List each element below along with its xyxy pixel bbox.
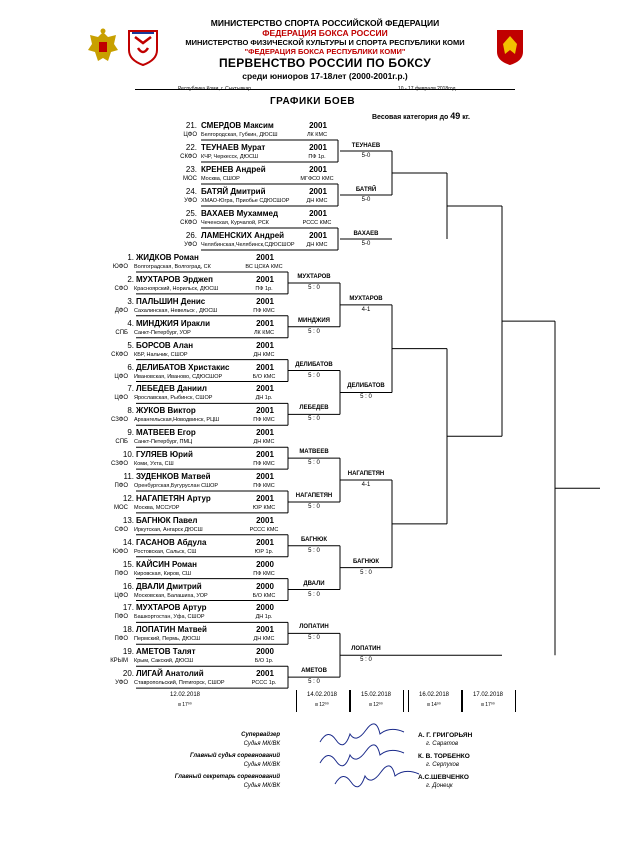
boxer-name: ЖИДКОВ Роман — [136, 253, 199, 262]
boxer-number: 2. — [127, 274, 134, 284]
bout-winner: МАТВЕЕВ — [299, 449, 329, 456]
boxer-number: 25. — [185, 209, 197, 218]
boxer-year: 2001 — [256, 384, 274, 394]
boxer-club: Москва, СШОР — [201, 176, 240, 182]
boxer-region: УФО — [184, 242, 197, 248]
official-city: г. Серпухов — [426, 762, 460, 768]
boxer-name: ЖУКОВ Виктор — [136, 406, 196, 416]
boxer-name: ЛОПАТИН Матвей — [136, 625, 207, 635]
boxer-year: 2001 — [309, 121, 327, 130]
boxer-region: ДФО — [114, 307, 128, 314]
bout-winner: БАТЯЙ — [355, 187, 377, 193]
boxer-rank: ПФ 1р. — [255, 285, 273, 292]
boxer-rank: ДН КМС — [253, 636, 275, 643]
boxer-rank: ПФ КМС — [253, 483, 275, 489]
boxer-rank: ДН 1р. — [255, 614, 273, 621]
boxer-rank: ДН КМС — [253, 351, 275, 358]
boxer-region: ПФО — [114, 570, 128, 577]
boxer-region: ЦФО — [114, 395, 128, 402]
bout-score: 5 : 0 — [308, 635, 320, 642]
boxer-region: СПБ — [115, 439, 128, 446]
boxer-number: 3. — [127, 296, 134, 306]
age-category: среди юниоров 17-18лет (2000-2001г.р.) — [242, 71, 408, 81]
boxer-club: Санкт-Петербург, УОР — [134, 329, 191, 336]
boxer-region: МОС — [114, 504, 128, 511]
boxer-region: СЗФО — [110, 461, 128, 468]
boxer-year: 2001 — [256, 515, 274, 525]
boxer-number: 11. — [123, 472, 134, 481]
event-dates: 10 - 17 февраля 2018год — [398, 86, 456, 92]
boxer-year: 2001 — [309, 209, 327, 218]
boxer-name: МУХТАРОВ Эрджеп — [136, 274, 213, 284]
boxer-year: 2000 — [256, 581, 274, 591]
boxer-year: 2001 — [309, 231, 327, 240]
schedule-time: в 12⁰⁰ — [369, 702, 383, 708]
boxer-club: Кировская, Киров, СШ — [134, 570, 192, 577]
boxer-region: СКФО — [180, 220, 197, 226]
boxer-year: 2001 — [309, 143, 327, 152]
boxer-region: ЮФО — [112, 264, 128, 270]
boxer-year: 2001 — [256, 669, 274, 679]
bout-winner: ТЕУНАЕВ — [351, 143, 381, 149]
boxer-club: Челябинская,Челябинск,СДЮСШОР — [201, 242, 295, 248]
signature — [320, 724, 404, 745]
boxer-region: СЗФО — [110, 417, 128, 424]
boxer-year: 2001 — [309, 165, 327, 174]
boxer-year: 2001 — [256, 340, 274, 350]
schedule-date: 16.02.2018 — [418, 692, 450, 698]
boxer-region: ПФО — [114, 614, 128, 621]
boxer-year: 2001 — [256, 537, 274, 547]
boxer-club: КЧР, Черкесск, ДЮСШ — [201, 154, 259, 160]
boxer-name: КРЕНЕВ Андрей — [201, 165, 266, 174]
bout-score: 4-1 — [361, 482, 371, 489]
bout-score: 5 : 0 — [308, 460, 320, 467]
boxer-club: Оренбургская,Бугуруслан СШОР — [134, 483, 219, 489]
boxer-name: ЗУДЕНКОВ Матвей — [136, 472, 211, 481]
boxer-year: 2001 — [256, 406, 274, 416]
boxer-year: 2001 — [256, 253, 274, 262]
boxer-club: ХМАО-Югра, Приобье СДЮСШОР — [201, 198, 290, 204]
bout-winner: ДЕЛИБАТОВ — [295, 361, 333, 368]
boxer-rank: РССС КМС — [302, 220, 332, 226]
boxer-region: УФО — [115, 680, 128, 687]
boxer-club: Архангельская,Новодвинск, РЦШ — [134, 417, 220, 424]
boxer-rank: Б/О КМС — [252, 373, 276, 380]
bout-score: 5 : 0 — [360, 657, 372, 664]
boxer-name: БОРСОВ Алан — [136, 340, 194, 350]
boxer-name: ГУЛЯЕВ Юрий — [136, 450, 193, 460]
schedule-date: 15.02.2018 — [360, 692, 392, 698]
bout-winner: ВАХАЕВ — [353, 231, 379, 237]
boxer-number: 12. — [122, 493, 134, 503]
boxer-rank: ВС ЦСКА КМС — [245, 264, 283, 270]
boxer-year: 2001 — [256, 428, 274, 438]
boxer-year: 2001 — [256, 362, 274, 372]
boxer-club: Ярославская, Рыбинск, СШОР — [134, 395, 213, 402]
bout-winner: АМЕТОВ — [301, 668, 327, 675]
boxer-rank: ДН КМС — [253, 439, 275, 446]
boxer-name: ЛЕБЕДЕВ Даниил — [136, 384, 207, 394]
boxer-name: ЛАМЕНСКИХ Андрей — [201, 231, 285, 240]
schedule-date: 14.02.2018 — [306, 692, 338, 698]
boxer-name: МИНДЖИЯ Иракли — [136, 318, 211, 328]
boxer-region: ПФО — [114, 483, 128, 489]
bout-winner: НАГАПЕТЯН — [347, 471, 385, 478]
boxer-number: 18. — [122, 625, 134, 635]
bout-winner: МИНДЖИЯ — [298, 317, 330, 324]
boxer-rank: ДН КМС — [306, 242, 328, 248]
bout-winner: МУХТАРОВ — [297, 273, 331, 280]
bout-winner: ЛОПАТИН — [351, 646, 381, 653]
boxer-region: СКФО — [180, 154, 197, 160]
bout-score: 5 : 0 — [308, 416, 320, 423]
komi-federation-title: "ФЕДЕРАЦИЯ БОКСА РЕСПУБЛИКИ КОМИ" — [244, 47, 406, 56]
boxer-number: 5. — [127, 340, 134, 350]
boxer-rank: Б/О 1р. — [254, 658, 274, 665]
boxer-name: ВАХАЕВ Мухаммед — [201, 209, 279, 218]
official-grade: Судья МК/ВК — [243, 741, 280, 747]
boxer-region: СФО — [114, 526, 128, 533]
boxer-club: Белгородская, Губкин, ДЮСШ — [201, 132, 278, 138]
boxer-region: КРЫМ — [110, 658, 128, 665]
boxer-year: 2001 — [256, 274, 274, 284]
official-city: г. Донецк — [426, 783, 453, 789]
boxer-number: 13. — [122, 515, 134, 525]
official-grade: Судья МК/ВК — [243, 762, 280, 768]
official-name: А. Г. ГРИГОРЬЯН — [418, 732, 473, 739]
boxer-name: ГАСАНОВ Абдула — [136, 537, 207, 547]
komi-ministry-title: МИНИСТЕРСТВО ФИЗИЧЕСКОЙ КУЛЬТУРЫ И СПОРТА РЕСПУБЛИКИ КОМИ — [185, 38, 465, 47]
bout-score: 5 : 0 — [360, 569, 372, 576]
championship-title: ПЕРВЕНСТВО РОССИИ ПО БОКСУ — [219, 56, 431, 70]
boxer-club: Ставропольский, Пятигорск, СШОР — [134, 680, 225, 687]
boxer-rank: ПФ КМС — [253, 570, 275, 577]
boxer-name: БАТЯЙ Дмитрий — [201, 187, 266, 196]
boxer-number: 6. — [127, 362, 134, 372]
boxer-club: Волгоградская, Волгоград, СК — [134, 264, 211, 270]
boxer-club: Башкортостан, Уфа, СШОР — [134, 614, 205, 621]
boxer-rank: ПФ КМС — [253, 417, 275, 424]
page-title: ГРАФИКИ БОЕВ — [270, 96, 356, 107]
boxer-name: МУХТАРОВ Артур — [136, 603, 207, 613]
boxer-number: 17. — [122, 603, 134, 613]
official-role: Супервайзер — [241, 732, 280, 738]
boxer-club: Чеченская, Курчалой, РСК — [201, 220, 269, 226]
bout-score: 5 : 0 — [308, 503, 320, 510]
boxer-region: ПФО — [114, 636, 128, 643]
location: Республика Коми, г. Сыктывкар — [178, 86, 252, 92]
federation-title: ФЕДЕРАЦИЯ БОКСА РОССИИ — [262, 28, 388, 38]
boxer-name: ДВАЛИ Дмитрий — [136, 581, 202, 591]
schedule-time: в 17⁰⁰ — [481, 702, 495, 708]
schedule-date: 17.02.2018 — [472, 692, 504, 698]
bout-score: 5 : 0 — [308, 372, 320, 379]
bout-winner: БАГНЮК — [352, 558, 379, 565]
boxer-name: ПАЛЬШИН Денис — [136, 296, 206, 306]
weight-unit: кг. — [462, 114, 470, 121]
boxer-club: Санкт-Петербург, ПМЦ — [134, 439, 193, 446]
boxer-year: 2001 — [256, 450, 274, 460]
boxer-region: УФО — [184, 198, 197, 204]
boxer-region: СКФО — [111, 351, 128, 358]
official-city: г. Саратов — [426, 741, 459, 747]
boxer-club: Пермский, Пермь, ДЮСШ — [134, 636, 201, 643]
schedule-slot — [160, 690, 212, 712]
boxer-name: ЛИГАЙ Анатолий — [136, 669, 204, 679]
boxer-region: ЦФО — [114, 592, 128, 599]
boxer-year: 2001 — [256, 296, 274, 306]
boxer-name: АМЕТОВ Талят — [136, 647, 196, 657]
boxer-region: МОС — [183, 176, 197, 182]
schedule-date: 12.02.2018 — [169, 692, 201, 698]
boxer-rank: ДН 1р. — [255, 395, 273, 402]
boxer-club: Иркутская, Ангарск ДЮСШ — [134, 526, 203, 533]
bout-winner: ДВАЛИ — [303, 580, 325, 587]
bout-winner: МУХТАРОВ — [349, 295, 383, 302]
boxer-number: 9. — [127, 428, 134, 438]
boxer-number: 21. — [185, 121, 197, 130]
schedule-time: в 17⁰⁰ — [178, 702, 192, 708]
boxer-club: Крым, Сакский, ДЮСШ — [134, 658, 194, 665]
boxer-club: КБР, Нальчик, СШОР — [134, 351, 188, 358]
boxer-club: Ростовская, Сальск, СШ — [134, 548, 197, 555]
weight-value: 49 — [450, 111, 461, 121]
bout-winner: НАГАПЕТЯН — [295, 492, 333, 499]
boxer-rank: ЮР 1р. — [254, 548, 274, 555]
boxer-name: ТЕУНАЕВ Мурат — [201, 143, 266, 152]
boxer-rank: ПФ КМС — [253, 461, 275, 468]
boxer-number: 7. — [127, 384, 134, 394]
schedule-slot — [462, 690, 516, 712]
official-role: Главный секретарь соревнований — [174, 774, 280, 780]
boxer-name: МАТВЕЕВ Егор — [136, 428, 196, 438]
bout-score: 5 : 0 — [360, 394, 372, 401]
ministry-title: МИНИСТЕРСТВО СПОРТА РОССИЙСКОЙ ФЕДЕРАЦИИ — [210, 18, 440, 28]
boxer-rank: ПФ КМС — [253, 307, 275, 314]
boxer-rank: РССС КМС — [249, 526, 279, 533]
boxer-club: Красноярский, Норильск, ДЮСШ — [134, 285, 219, 292]
bout-score: 5-0 — [361, 241, 371, 247]
boxer-rank: Б/О КМС — [252, 592, 276, 599]
bout-score: 5-0 — [361, 197, 371, 203]
boxer-number: 24. — [185, 187, 197, 196]
boxer-number: 19. — [122, 647, 134, 657]
official-grade: Судья МК/ВК — [243, 783, 280, 789]
bout-score: 5 : 0 — [308, 591, 320, 598]
official-role: Главный судья соревнований — [189, 753, 280, 759]
bout-score: 5 : 0 — [308, 679, 320, 686]
boxer-club: Московская, Балашиха, УОР — [134, 592, 208, 599]
bout-winner: ЛЕБЕДЕВ — [299, 405, 329, 412]
boxer-name: КАЙСИН Роман — [136, 559, 197, 569]
boxer-number: 10. — [122, 450, 134, 460]
weight-label: Весовая категория до — [372, 114, 449, 121]
boxer-rank: ЛК КМС — [306, 132, 328, 138]
boxer-year: 2000 — [256, 559, 274, 569]
boxer-club: Москва, МССУОР — [134, 504, 180, 511]
boxer-year: 2001 — [256, 493, 274, 503]
boxer-club: Коми, Ухта, СШ — [134, 461, 174, 468]
boxer-name: БАГНЮК Павел — [136, 515, 198, 525]
boxer-year: 2001 — [309, 187, 327, 196]
boxer-number: 22. — [185, 143, 197, 152]
boxer-rank: РССС 1р. — [251, 680, 277, 687]
boxer-number: 23. — [185, 165, 197, 174]
boxer-name: ДЕЛИБАТОВ Христакис — [136, 362, 230, 372]
boxer-club: Ивановская, Иваново, СДЮСШОР — [134, 373, 223, 380]
boxer-number: 26. — [185, 231, 197, 240]
boxer-number: 4. — [127, 318, 134, 328]
boxer-number: 20. — [122, 669, 134, 679]
boxer-year: 2001 — [256, 318, 274, 328]
boxer-region: СПБ — [115, 329, 128, 336]
boxer-region: ЦФО — [114, 373, 128, 380]
boxer-year: 2001 — [256, 472, 274, 481]
boxer-rank: ЛК КМС — [253, 329, 275, 336]
boxer-name: СМЕРДОВ Максим — [201, 121, 274, 130]
official-name: К. В. ТОРБЕНКО — [418, 753, 470, 760]
boxer-rank: ЮР КМС — [252, 504, 276, 511]
official-name: А.С.ШЕВЧЕНКО — [418, 774, 469, 781]
signature — [335, 766, 419, 787]
boxer-number: 14. — [122, 537, 134, 547]
boxer-rank: ДН КМС — [306, 198, 328, 204]
boxer-year: 2000 — [256, 603, 274, 613]
schedule-time: в 12⁰⁰ — [315, 702, 329, 708]
bout-score: 5-0 — [361, 153, 371, 159]
schedule-time: в 14⁰⁰ — [427, 702, 441, 708]
boxer-year: 2000 — [256, 647, 274, 657]
boxer-region: СФО — [114, 285, 128, 292]
bout-score: 5 : 0 — [308, 328, 320, 335]
boxer-club: Сахалинская, Невельск , ДЮСШ — [134, 307, 218, 314]
boxer-rank: МГФСО КМС — [300, 176, 334, 182]
boxer-name: НАГАПЕТЯН Артур — [136, 493, 211, 503]
schedule-slot — [350, 690, 404, 712]
schedule-slot — [408, 690, 462, 712]
boxer-year: 2001 — [256, 625, 274, 635]
boxer-region: ЮФО — [112, 548, 128, 555]
bout-winner: ЛОПАТИН — [299, 624, 329, 631]
boxer-rank: ПФ 1р. — [308, 154, 326, 160]
boxer-number: 8. — [127, 406, 134, 416]
bout-winner: БАГНЮК — [300, 536, 327, 543]
boxer-number: 16. — [122, 581, 134, 591]
boxer-number: 15. — [122, 559, 134, 569]
bout-score: 5 : 0 — [308, 547, 320, 554]
bout-score: 5 : 0 — [308, 284, 320, 291]
schedule-slot — [296, 690, 350, 712]
bout-winner: ДЕЛИБАТОВ — [347, 383, 385, 390]
signature — [320, 745, 404, 766]
boxer-region: ЦФО — [183, 132, 197, 138]
bout-score: 4-1 — [361, 306, 371, 313]
boxer-number: 1. — [127, 253, 134, 262]
